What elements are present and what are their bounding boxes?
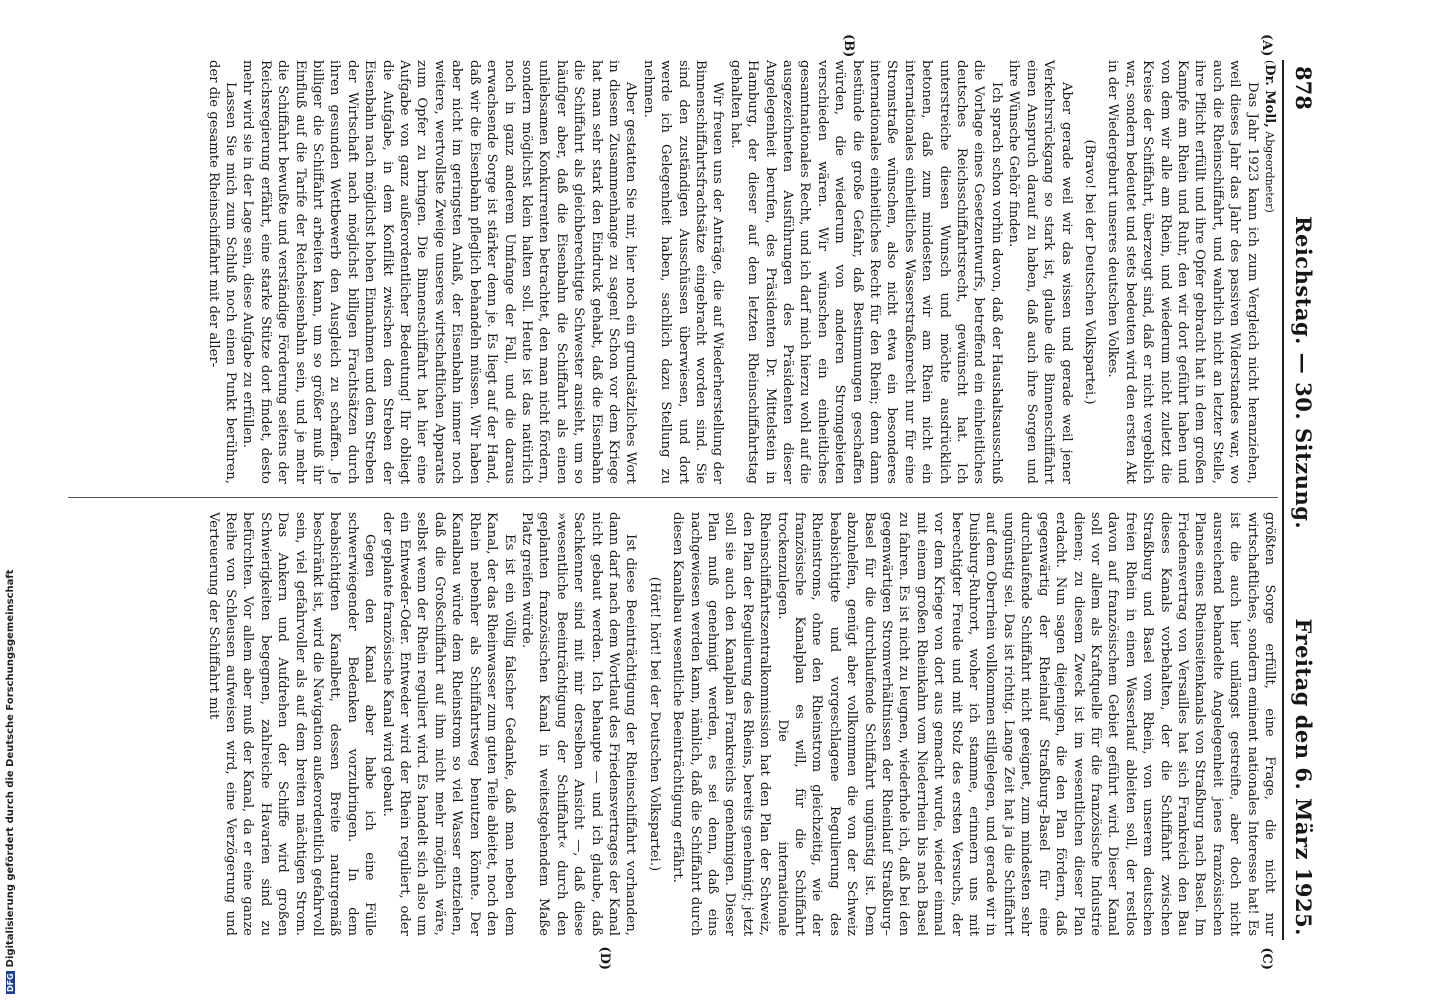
speaker-name: Dr. Moll, [1262, 64, 1277, 128]
paragraph: Ist diese Beeinträchtigung der Rheinschiffahrt vorhanden, dann darf nach dem Wortlaut des Friedensvertrages der Kanal nicht gebaut werden. Ich behaupte — und ich glaube, daß Sachkenner sind mit mir derselben Ansicht —, daß diese »wesentliche Beeinträchtigung der Schiffahrt« durch den geplanten französischen Kanal in weitestgehendem Maße Platz greifen würde. [518, 512, 639, 936]
paragraph: Das Jahr 1923 kann ich zum Vergleich nicht heranziehen, weil dieses Jahr das Jahr des passiven Widerstandes war, wo auch die Rheinschiffahrt, und wahrlich nicht an letzter Stelle, ihre Pflicht erfüllt und ihre Opfer gebracht hat in dem großen Kampfe am Rhein und Ruhr, den wir dort geführt haben und von dem wir alle am Rhein, und wiederum nicht zuletzt die Kreise der Schiffahrt, überzeugt sind, daß er nicht vergeblich war, sondern bedeutet und stets bedeuten wird den ersten Akt in der Wiedergeburt unseres deutschen Volkes. [1105, 60, 1260, 484]
paragraph: Gegen den Kanal aber habe ich eine Fülle schwerwiegender Bedenken vorzubringen. In dem beabsichtigten Kanalbett, dessen Breite naturgemäß beschränkt ist, wird die Navigation außerordentlich gefahrvoll sein, viel gefahrvoller als auf dem breiten mächtigen Strom. Das Ankern und Aufdrehen der Schiffe wird großen Schwierigkeiten begegnen, zahlreiche Havarien sind zu befürchten. Vor allem aber muß der Kanal, da er eine ganze Reihe von Schleusen aufweisen wird, eine Verzögerung und Verteuerung der Schiffahrt mit [205, 512, 378, 936]
interjection: (Bravo! bei der Deutschen Volkspartei.) [1081, 139, 1097, 405]
paragraph: Wir freuen uns der Anträge, die auf Wiederherstellung der Binnenschiffahrtsfrachtsätze eingebracht worden sind. Sie sind den zuständigen Ausschüssen überwiesen, und dort werde ich Gelegenheit haben, sachlich dazu Stellung zu nehmen. [640, 60, 726, 484]
paragraph: größten Sorge erfüllt, eine Frage, die nicht nur wirtschaftliches, sondern eminent nationales Interesse hat! Es ist die auch hier unlängst gestreifte, aber doch nicht ausreichend behandelte Angelegenheit jenes französischen Planes eines Rheinseitenkanals von Straßburg nach Basel. Im Friedensvertrag von Versailles hat sich Frankreich den Bau dieses Kanals vorbehalten, der die Schiffahrt zwischen Straßburg und Basel vom Rhein, von unserem deutschen freien Rhein in einen Wasserlauf ableiten soll, der restlos davon auf französischem Gebiet geführt wird. Dieser Kanal soll vor allem als Kraftquelle für die französische Industrie dienen; zu diesem Zweck ist im wesentlichen dieser Plan erdacht. Nun sagen diejenigen, die den Plan fördern, daß gegenwärtig der Rheinlauf Straßburg–Basel für eine durchlaufende Schiffahrt nicht geeignet, zum mindesten sehr ungünstig sei. Das ist richtig. Lange Zeit hat ja die Schiffahrt auf dem Oberrhein vollkommen stillgelegen, und gerade wir in Duisburg-Ruhrort, woher ich stamme, erinnern uns mit berechtigter Freude und mit Stolz des ersten Versuchs, der vor dem Kriege von dort aus gemacht wurde, wieder einmal mit einem großen Rheinkahn vom Niederrhein bis nach Basel zu fahren. Es ist nicht zu leugnen, wiederhole ich, daß bei den gegenwärtigen Stromverhältnissen der Rheinlauf Straßburg–Basel für die durchlaufende Schiffahrt ungünstig ist. Dem abzuhelfen, genügt aber vollkommen die von der Schweiz beabsichtigte und vorgeschlagene Regulierung des Rheinstroms, ohne den Rheinstrom gleichzeitig, wie der französische Kanalplan es will, für die Schiffahrt trockenzulegen. Die internationale Rheinschiffahrtszentralkommission hat den Plan der Schweiz, den Plan der Regulierung des Rheins, bereits genehmigt; jetzt soll sie auch den Kanalplan Frankreichs genehmigen. Dieser Plan muß genehmigt werden, es sei denn, daß eins nachgewiesen werden kann, nämlich, daß die Schiffahrt durch diesen Kanalbau wesentliche Beeinträchtigung erfährt. [670, 512, 1277, 936]
right-column [68, 512, 1278, 936]
paragraph: Es ist ein völlig falscher Gedanke, daß man neben dem Kanal, der das Rheinwasser zum guten Teile ableitet, noch den Rhein nebenher als Schiffahrtsweg benutzen könnte. Der Kanalbau würde dem Rheinstrom so viel Wasser entziehen, daß die Großschiffahrt auf ihm nicht mehr möglich wäre, selbst wenn der Rhein reguliert wird. Es handelt sich also um ein Entweder-Oder. Entweder wird der Rhein reguliert, oder der geplante französische Kanal wird gebaut. [379, 512, 517, 936]
header-rule [1282, 60, 1284, 940]
page-title: Reichstag. — 30. Sitzung. [1291, 216, 1316, 530]
speaker-line: (Dr. Moll, Abgeordneter) [1262, 60, 1277, 213]
newspaper-page [52, 34, 1322, 970]
speaker-role: Abgeordneter [1263, 131, 1276, 209]
margin-mark-c: (C) [1259, 947, 1274, 970]
margin-mark-a: (A) [1259, 34, 1274, 57]
column-divider [68, 497, 1278, 498]
paragraph: Aber gestatten Sie mir, hier noch ein grundsätzliches Wort in diesem Zusammenhange zu sagen! Schon vor dem Kriege hat man sehr stark den Eindruck gehabt, daß die Eisenbahn die Schiffahrt als gleichberechtigte Schwester ansieht, um so häufiger aber, daß die Eisenbahn die Schiffahrt als einen unliebsamen Konkurrenten betrachtet, den man nicht fördern, sondern möglichst klein halten soll. Heute ist das natürlich noch in ganz anderem Umfange der Fall, und die daraus erwachsende Sorge ist stärker denn je. Es liegt auf der Hand, daß wir die Eisenbahn pfleglich behandeln müssen. Wir haben aber nicht im geringsten Anlaß, der Eisenbahn immer noch weitere, wertvollste Zweige unseres wirtschaftlichen Apparats zum Opfer zu bringen. Die Binnenschiffahrt hat hier eine Aufgabe von ganz außerordentlicher Bedeutung! Ihr obliegt die Aufgabe, in dem Konflikt zwischen dem Streben der Eisenbahn nach möglichst hohen Einnahmen und dem Streben der Wirtschaft nach möglichst billigen Frachtsätzen durch ihren gesunden Wettbewerb den Ausgleich zu schaffen. Je billiger die Schiffahrt arbeiten kann, um so größer muß ihr Einfluß auf die Tarife der Reichseisenbahn sein, und je mehr die Schiffahrt bewußte und verständige Förderung seitens der Reichsregierung erfährt, eine starke Stütze dort findet, desto mehr wird sie in der Lage sein, diese Aufgabe zu erfüllen. [240, 60, 639, 484]
page-number: 878 [1291, 66, 1316, 110]
footer-credit [4, 0, 20, 1000]
left-column [68, 60, 1278, 484]
session-date: Freitag den 6. März 1925. [1291, 618, 1316, 936]
footer-text: Digitalisierung gefördert durch die Deutsche Forschungsgemeinschaft [5, 569, 16, 968]
paragraph: Lassen Sie mich zum Schluß noch einen Punkt berühren, der die gesamte Rheinschiffahrt mit der aller- [205, 60, 239, 484]
page-header [1288, 60, 1322, 940]
paragraph: Ich sprach schon vorhin davon, daß der Haushaltsausschuß die Vorlage eines Gesetzentwurfs, betreffend ein einheitliches deutsches Reichsschiffahrtsrecht, gewünscht hat. Ich unterstreiche diesen Wunsch und möchte ausdrücklich betonen, daß zum mindesten wir am Rhein nicht ein internationales einheitliches Wasserstraßenrecht nur für eine Stromstraße wünschen, also nicht etwa ein besonderes internationales einheitliches Recht für den Rhein; denn dann bestünde die große Gefahr, daß Bestimmungen geschaffen würden, die wiederum von anderen Stromgebieten verschieden wären. Wir wünschen ein einheitliches gesamtnationales Recht, und ich darf mich hierzu wohl auf die ausgezeichneten Ausführungen des Präsidenten dieser Angelegenheit berufen, des Präsidenten Dr. Mittelstein in Hamburg, der dieser auf dem letzten Rheinschiffahrtstag gehalten hat. [727, 60, 1004, 484]
dfg-logo: DFG [6, 973, 15, 992]
margin-mark-b: (B) [841, 34, 856, 58]
interjection: (Hört! hört! bei der Deutschen Volkspartei.) [646, 576, 662, 872]
paragraph: Aber gerade weil wir das wissen und gerade weil jener Verkehrsrückgang so stark ist, glaube die Binnenschiffahrt einen Anspruch darauf zu haben, daß auch ihre Sorgen und ihre Wünsche Gehör finden. [1006, 60, 1074, 484]
margin-mark-d: (D) [597, 946, 612, 970]
